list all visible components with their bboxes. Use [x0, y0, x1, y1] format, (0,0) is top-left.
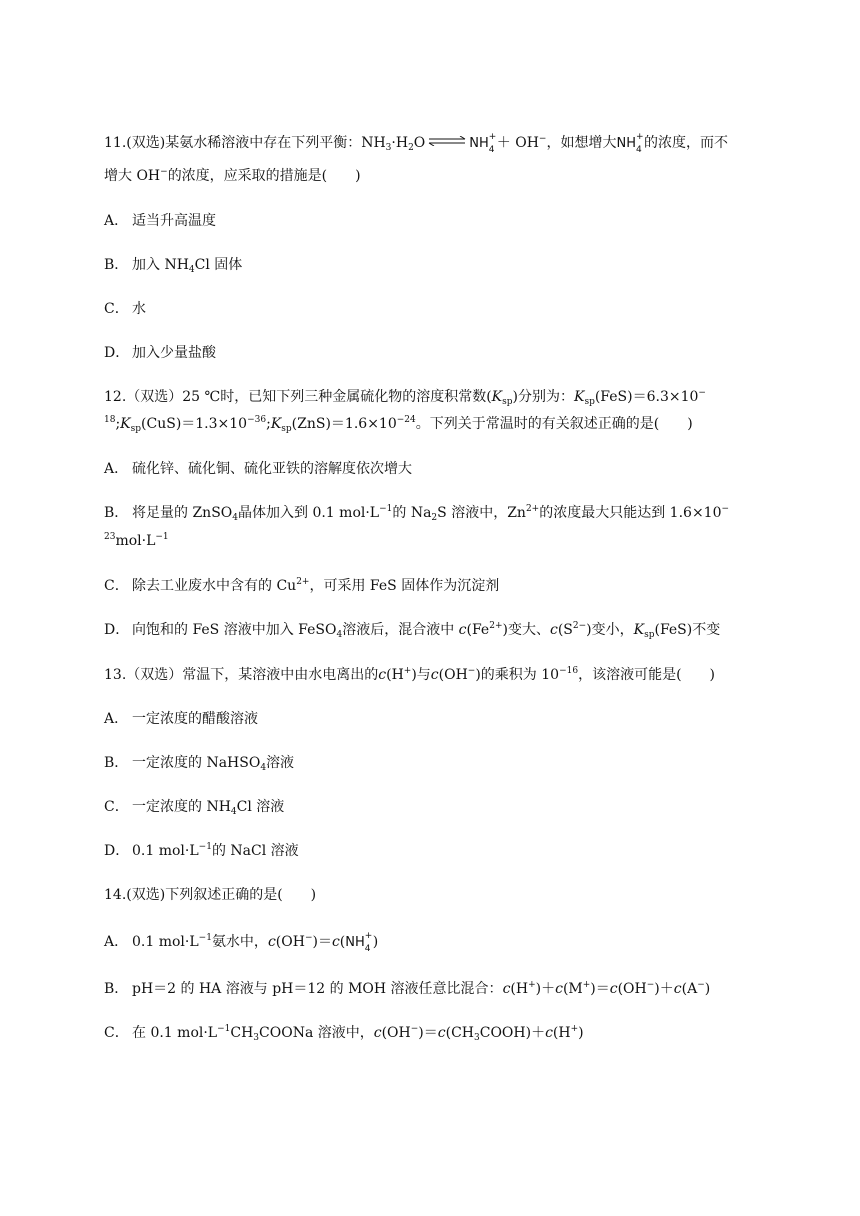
q11-text: ＋ OH: [496, 135, 539, 151]
q11-option-c: C． 水: [104, 301, 146, 317]
q11-option-b: B． 加入 $NH_4Cl$ 固体: [104, 257, 243, 275]
ammonium-ion: NH + 4: [469, 132, 497, 155]
ammonium-ion: NH + 4: [616, 132, 644, 155]
q13-stem: 13.（双选）常温下，某溶液中由水电离出的c(H+)与c(OH−)的乘积为 $10^{-16}$，该溶液可能是( ): [104, 666, 716, 683]
q11-text: 11.(双选)某氨水稀溶液中存在下列平衡：NH: [104, 135, 386, 151]
q11-text: O: [413, 135, 426, 151]
q12-option-d: D． 向饱和的 FeS 溶液中加入 FeSO$_4$溶液后，混合液中 $c(Fe^{2+})$变大、$c(S^{2-})$变小，$K_{sp}(FeS)$不变: [104, 621, 721, 640]
q11-text: 的浓度，而不: [643, 135, 728, 151]
q11-text: 的浓度，应采取的措施是( ): [167, 168, 361, 184]
q11-text: ·H: [391, 135, 409, 151]
q14-stem: 14.(双选)下列叙述正确的是( ): [104, 887, 317, 903]
q11-option-d: D． 加入少量盐酸: [104, 345, 216, 361]
q14-option-b: B． pH＝2 的 HA 溶液与 pH＝12 的 MOH 溶液任意比混合：c(H+)＋c(M+)＝c(OH−)＋c(A−): [104, 980, 711, 997]
q11-text: 增大 OH: [104, 168, 161, 184]
subscript: 2: [408, 143, 414, 153]
equilibrium-arrow-icon: [427, 136, 467, 146]
q12-option-c: C． 除去工业废水中含有的 $Cu^{2+}$，可采用 FeS 固体作为沉淀剂: [104, 577, 500, 594]
q12-option-b-line1: B． 将足量的 ZnSO$_4$晶体加入到 0.1 $mol\cdot L^{-1}$的 $Na_2S$ 溶液中，$Zn^{2+}$的浓度最大只能达到 1.6×10−: [104, 504, 730, 523]
q14-option-c: C． 在 0.1 $mol\cdot L^{-1}CH_3COONa$ 溶液中，$c(OH^-)=c(CH_3COOH)+c(H^+)$: [104, 1024, 584, 1043]
q13-option-a: A． 一定浓度的醋酸溶液: [104, 711, 258, 727]
q13-option-d: D． 0.1 $mol\cdot L^{-1}$的 NaCl 溶液: [104, 842, 299, 859]
q11-stem-line2: [104, 166, 361, 186]
q12-stem-line1: 12.（双选）25 ℃时，已知下列三种金属硫化物的溶度积常数$(K_{sp})$分别为：$K_{sp}(FeS)=6.3\times 10^-$: [104, 388, 706, 407]
superscript: −: [160, 167, 168, 177]
superscript: −: [538, 134, 547, 144]
ammonium-ion: NH + 4: [345, 931, 373, 954]
q11-stem-line1: [104, 133, 728, 154]
q12-option-b-line2: $^{23}mol\cdot L^{-1}$: [104, 532, 169, 549]
q13-option-b: B． 一定浓度的 NaHSO$_4$溶液: [104, 755, 295, 773]
q12-option-a: A． 硫化锌、硫化铜、硫化亚铁的溶解度依次增大: [104, 461, 412, 477]
q12-stem-line2: $^{18};K_{sp}(CuS)=1.3\times 10^{-36};K_{sp}(ZnS)=1.6\times 10^{-24}$。下列关于常温时的有关叙述正确的是( ): [104, 415, 693, 434]
q11-option-a: A． 适当升高温度: [104, 213, 216, 229]
q13-option-c: C． 一定浓度的 $NH_4Cl$ 溶液: [104, 799, 285, 817]
q11-text: ，如想增大: [546, 135, 617, 151]
q14-option-a: A． 0.1 $mol\cdot L^{-1}$氨水中，c(OH−)＝c(NH + 4 ): [104, 931, 379, 954]
subscript: 3: [385, 143, 392, 153]
